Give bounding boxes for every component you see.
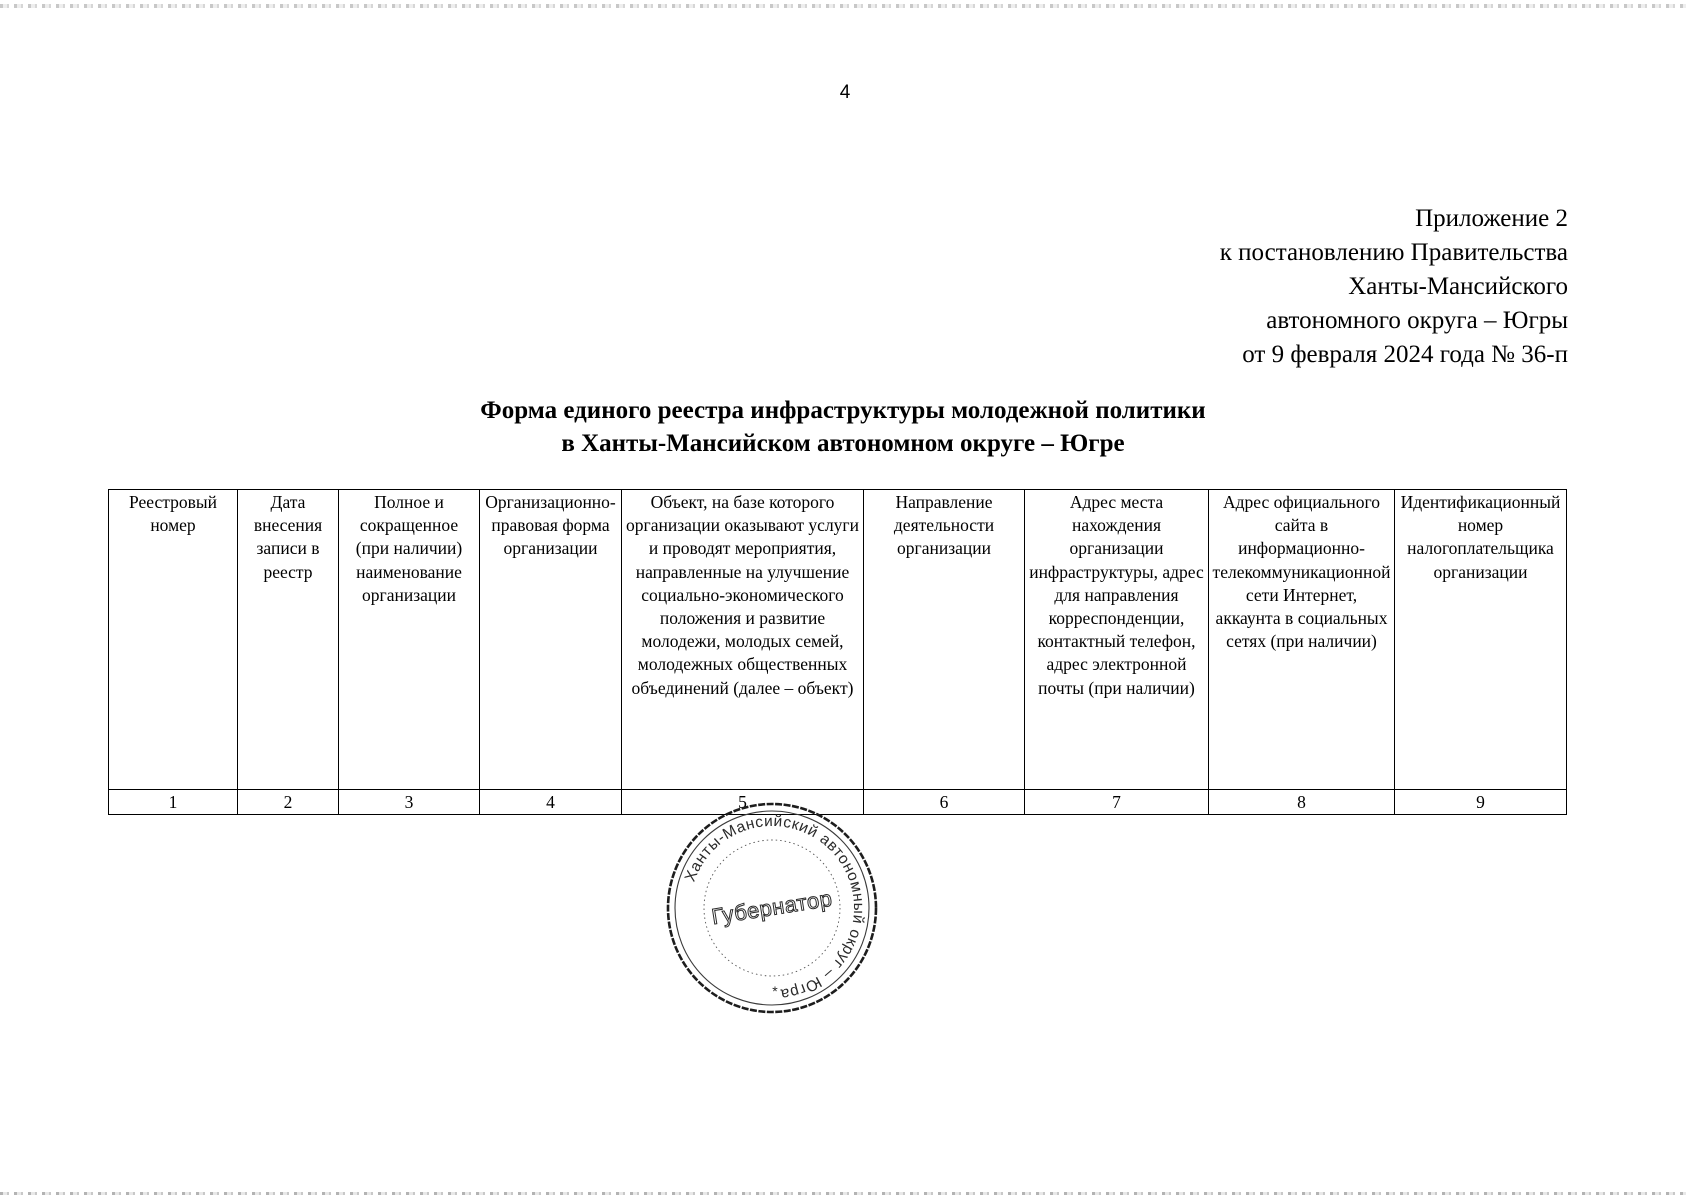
appendix-line: Ханты-Мансийского [1348, 273, 1568, 300]
column-number-cell: 6 [864, 790, 1025, 815]
page-number: 4 [839, 82, 851, 103]
column-number-cell: 9 [1395, 790, 1567, 815]
title-line: в Ханты-Мансийском автономном округе – Югре [561, 430, 1125, 457]
seal-center-text: Губернатор [709, 885, 834, 930]
seal-star-icon: * [772, 983, 778, 999]
seal-ring-text: Ханты-Мансийский автономный округ – Югра [681, 812, 868, 1003]
appendix-line: Приложение 2 [1415, 205, 1568, 232]
appendix-line: к постановлению Правительства [1219, 239, 1568, 266]
header-cell-object: Объект, на базе которого организации оказывают услуги и проводят мероприятия, направленные на улучшение социально-экономического положения и развитие молодежи, молодых семей, молодежных общественных объединений (далее – объект) [622, 490, 864, 790]
column-number-cell: 8 [1209, 790, 1395, 815]
header-cell-entry-date: Дата внесения записи в реестр [238, 490, 339, 790]
column-number-cell: 7 [1025, 790, 1209, 815]
header-cell-activity-direction: Направление деятельности организации [864, 490, 1025, 790]
scan-edge-top [0, 4, 1686, 8]
appendix-block [1220, 202, 1568, 372]
header-cell-organization-name: Полное и сокращенное (при наличии) наименование организации [339, 490, 480, 790]
header-cell-website: Адрес официального сайта в информационно-телекоммуникационной сети Интернет, аккаунта в социальных сетях (при наличии) [1209, 490, 1395, 790]
header-cell-legal-form: Организационно-правовая форма организации [480, 490, 622, 790]
appendix-line: от 9 февраля 2024 года № 36-п [1242, 341, 1568, 368]
governor-seal-stamp [662, 798, 882, 1018]
header-cell-inn: Идентификационный номер налогоплательщика организации [1395, 490, 1567, 790]
title-line: Форма единого реестра инфраструктуры молодежной политики [480, 397, 1206, 424]
appendix-line: автономного округа – Югры [1266, 307, 1568, 334]
header-row [109, 490, 1567, 790]
registry-form-table [108, 489, 1567, 815]
column-number-cell: 5 [622, 790, 864, 815]
header-cell-address-contacts: Адрес места нахождения организации инфраструктуры, адрес для направления корреспонденции, контактный телефон, адрес электронной почты (при наличии) [1025, 490, 1209, 790]
column-number-cell: 2 [238, 790, 339, 815]
column-number-cell: 1 [109, 790, 238, 815]
column-number-cell: 3 [339, 790, 480, 815]
scan-edge-bottom [0, 1192, 1686, 1195]
header-cell-registry-number: Реестровый номер [109, 490, 238, 790]
column-number-cell: 4 [480, 790, 622, 815]
document-title [0, 394, 1686, 460]
